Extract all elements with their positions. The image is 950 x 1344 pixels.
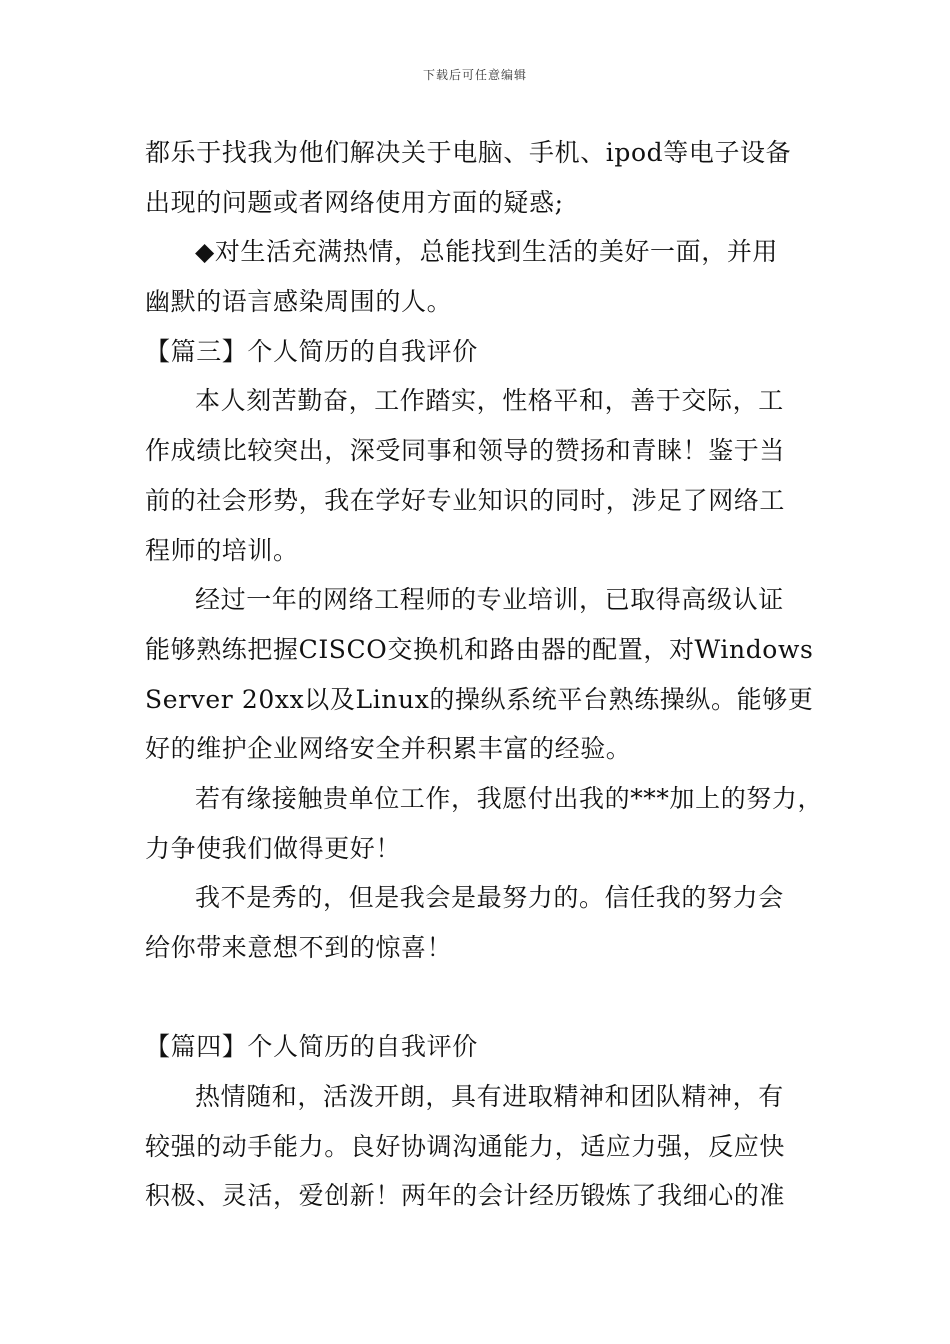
text-line: 力争使我们做得更好！ [145, 833, 402, 863]
text-line: 给你带来意想不到的惊喜！ [145, 933, 453, 962]
section-heading-3: 【篇三】个人简历的自我评价 [145, 336, 478, 366]
document-body [145, 128, 825, 1221]
text-line: 我不是秀的，但是我会是最努力的。信任我的努力会 [195, 883, 784, 913]
text-line: 幽默的语言感染周围的人。 [145, 287, 453, 317]
text-line: 作成绩比较突出，深受同事和领导的赞扬和青睐！鉴于当 [145, 436, 786, 466]
text-line: ◆对生活充满热情，总能找到生活的美好一面，并用 [195, 237, 779, 267]
text-line: 本人刻苦勤奋，工作踏实，性格平和，善于交际，工 [195, 386, 784, 416]
section-heading-4: 【篇四】个人简历的自我评价 [145, 1032, 478, 1062]
text-line: 都乐于找我为他们解决关于电脑、手机、ipod等电子设备 [145, 138, 792, 167]
text-line: 能够熟练把握CISCO交换机和路由器的配置，对Windows [145, 634, 814, 664]
text-line: 好的维护企业网络安全并积累丰富的经验。 [145, 734, 632, 764]
text-line: 经过一年的网络工程师的专业培训，已取得高级认证 [195, 585, 784, 615]
text-line: 若有缘接触贵单位工作，我愿付出我的***加上的努力， [195, 783, 824, 813]
text-line: Server 20xx以及Linux的操纵系统平台熟练操纵。能够更 [145, 684, 814, 714]
text-line: 程师的培训。 [145, 535, 299, 565]
page-header-note: 下载后可任意编辑 [422, 68, 527, 82]
text-line: 前的社会形势，我在学好专业知识的同时，涉足了网络工 [145, 485, 786, 515]
blank-line [145, 973, 825, 1023]
text-line: 较强的动手能力。良好协调沟通能力，适应力强，反应快 [145, 1131, 786, 1161]
text-line: 积极、灵活，爱创新！两年的会计经历锻炼了我细心的准 [145, 1181, 786, 1211]
text-line: 出现的问题或者网络使用方面的疑惑; [145, 187, 564, 217]
text-line: 热情随和，活泼开朗，具有进取精神和团队精神，有 [195, 1082, 784, 1112]
